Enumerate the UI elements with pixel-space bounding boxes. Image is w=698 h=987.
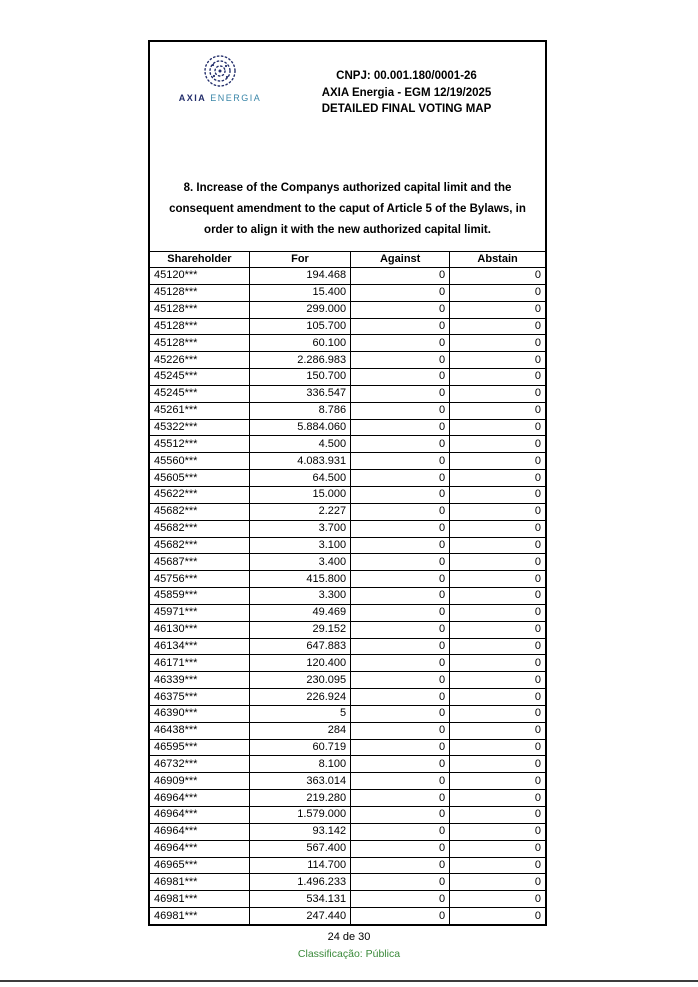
table-row [150,739,546,756]
shareholder-cell: 45226*** [150,352,250,369]
table-row [150,722,546,739]
shareholder-cell: 46964*** [150,840,250,857]
table-row [150,385,546,402]
shareholder-cell: 46595*** [150,739,250,756]
table-row [150,520,546,537]
against-cell: 0 [351,537,450,554]
for-cell: 567.400 [249,840,350,857]
for-cell: 8.786 [249,402,350,419]
shareholder-cell: 45756*** [150,571,250,588]
against-cell: 0 [351,655,450,672]
shareholder-cell: 45859*** [150,588,250,605]
for-cell: 4.083.931 [249,453,350,470]
abstain-cell: 0 [450,588,546,605]
abstain-cell: 0 [450,840,546,857]
for-cell: 247.440 [249,908,350,925]
for-cell: 5 [249,705,350,722]
abstain-cell: 0 [450,486,546,503]
for-cell: 120.400 [249,655,350,672]
against-cell: 0 [351,891,450,908]
abstain-cell: 0 [450,689,546,706]
abstain-cell: 0 [450,756,546,773]
table-row [150,857,546,874]
axia-logo-icon [199,52,241,90]
abstain-cell: 0 [450,537,546,554]
abstain-cell: 0 [450,419,546,436]
against-cell: 0 [351,874,450,891]
logo-word-energia: ENERGIA [210,93,262,103]
for-cell: 2.286.983 [249,352,350,369]
for-cell: 1.496.233 [249,874,350,891]
for-cell: 226.924 [249,689,350,706]
shareholder-cell: 46981*** [150,908,250,925]
table-row [150,773,546,790]
for-cell: 415.800 [249,571,350,588]
header-abstain: Abstain [450,252,546,268]
abstain-cell: 0 [450,301,546,318]
classification-label: Classificação: Pública [297,948,401,960]
for-cell: 29.152 [249,621,350,638]
against-cell: 0 [351,520,450,537]
table-row [150,369,546,386]
for-cell: 336.547 [249,385,350,402]
against-cell: 0 [351,756,450,773]
against-cell: 0 [351,369,450,386]
table-row [150,537,546,554]
abstain-cell: 0 [450,554,546,571]
shareholder-cell: 46438*** [150,722,250,739]
abstain-cell: 0 [450,874,546,891]
table-row [150,402,546,419]
against-cell: 0 [351,857,450,874]
for-cell: 93.142 [249,823,350,840]
shareholder-cell: 46981*** [150,874,250,891]
for-cell: 2.227 [249,503,350,520]
for-cell: 15.400 [249,284,350,301]
header-against: Against [351,252,450,268]
table-row [150,436,546,453]
table-row [150,588,546,605]
against-cell: 0 [351,689,450,706]
against-cell: 0 [351,807,450,824]
shareholder-cell: 46964*** [150,790,250,807]
against-cell: 0 [351,385,450,402]
against-cell: 0 [351,705,450,722]
against-cell: 0 [351,554,450,571]
against-cell: 0 [351,672,450,689]
against-cell: 0 [351,335,450,352]
abstain-cell: 0 [450,655,546,672]
for-cell: 284 [249,722,350,739]
table-row [150,352,546,369]
against-cell: 0 [351,604,450,621]
against-cell: 0 [351,352,450,369]
against-cell: 0 [351,486,450,503]
meeting-line: AXIA Energia - EGM 12/19/2025 [321,86,492,99]
abstain-cell: 0 [450,604,546,621]
shareholder-cell: 45682*** [150,503,250,520]
shareholder-cell: 46965*** [150,857,250,874]
shareholder-cell: 45687*** [150,554,250,571]
voting-table-wrap [149,251,546,925]
table-row [150,672,546,689]
bottom-rule [0,980,698,982]
abstain-cell: 0 [450,807,546,824]
shareholder-cell: 46130*** [150,621,250,638]
axia-logo-text [164,93,276,103]
table-row [150,705,546,722]
abstain-cell: 0 [450,369,546,386]
for-cell: 64.500 [249,470,350,487]
table-row [150,807,546,824]
abstain-cell: 0 [450,503,546,520]
for-cell: 230.095 [249,672,350,689]
table-row [150,554,546,571]
abstain-cell: 0 [450,385,546,402]
table-row [150,621,546,638]
abstain-cell: 0 [450,638,546,655]
against-cell: 0 [351,318,450,335]
shareholder-cell: 45128*** [150,318,250,335]
table-row [150,604,546,621]
shareholder-cell: 45971*** [150,604,250,621]
abstain-cell: 0 [450,790,546,807]
table-row [150,284,546,301]
shareholder-cell: 46339*** [150,672,250,689]
for-cell: 5.884.060 [249,419,350,436]
abstain-cell: 0 [450,470,546,487]
shareholder-cell: 45128*** [150,284,250,301]
table-row [150,908,546,925]
header-text-block [276,52,537,118]
table-header-row [150,252,546,268]
logo-word-axia: AXIA [178,93,207,103]
table-row [150,419,546,436]
table-row [150,638,546,655]
abstain-cell: 0 [450,908,546,925]
abstain-cell: 0 [450,352,546,369]
abstain-cell: 0 [450,722,546,739]
for-cell: 60.100 [249,335,350,352]
shareholder-cell: 45245*** [150,369,250,386]
shareholder-cell: 45120*** [150,268,250,285]
shareholder-cell: 46981*** [150,891,250,908]
abstain-cell: 0 [450,672,546,689]
against-cell: 0 [351,739,450,756]
shareholder-cell: 45128*** [150,301,250,318]
table-row [150,756,546,773]
shareholder-cell: 45128*** [150,335,250,352]
agenda-item-8 [155,178,540,241]
for-cell: 299.000 [249,301,350,318]
for-cell: 194.468 [249,268,350,285]
for-cell: 150.700 [249,369,350,386]
abstain-cell: 0 [450,268,546,285]
for-cell: 114.700 [249,857,350,874]
for-cell: 15.000 [249,486,350,503]
against-cell: 0 [351,503,450,520]
table-row [150,891,546,908]
shareholder-cell: 45605*** [150,470,250,487]
shareholder-cell: 45512*** [150,436,250,453]
against-cell: 0 [351,419,450,436]
for-cell: 3.400 [249,554,350,571]
for-cell: 49.469 [249,604,350,621]
for-cell: 534.131 [249,891,350,908]
table-row [150,571,546,588]
abstain-cell: 0 [450,621,546,638]
against-cell: 0 [351,436,450,453]
against-cell: 0 [351,571,450,588]
abstain-cell: 0 [450,402,546,419]
for-cell: 363.014 [249,773,350,790]
against-cell: 0 [351,470,450,487]
agenda-item-text: Increase of the Companys authorized capital limit and the consequent amendment to the caput of Article 5 of the Bylaws, in order to align it with the new authorized capital limit. [169,181,526,236]
table-row [150,655,546,672]
abstain-cell: 0 [450,739,546,756]
cnpj-line: CNPJ: 00.001.180/0001-26 [336,70,477,82]
table-row [150,503,546,520]
table-row [150,268,546,285]
abstain-cell: 0 [450,520,546,537]
abstain-cell: 0 [450,823,546,840]
against-cell: 0 [351,268,450,285]
abstain-cell: 0 [450,857,546,874]
against-cell: 0 [351,284,450,301]
against-cell: 0 [351,588,450,605]
shareholder-cell: 46964*** [150,823,250,840]
abstain-cell: 0 [450,318,546,335]
table-row [150,790,546,807]
shareholder-cell: 46390*** [150,705,250,722]
voting-table [149,251,546,925]
against-cell: 0 [351,722,450,739]
against-cell: 0 [351,840,450,857]
against-cell: 0 [351,621,450,638]
abstain-cell: 0 [450,705,546,722]
shareholder-cell: 45560*** [150,453,250,470]
against-cell: 0 [351,638,450,655]
table-row [150,486,546,503]
for-cell: 1.579.000 [249,807,350,824]
against-cell: 0 [351,453,450,470]
shareholder-cell: 45261*** [150,402,250,419]
table-row [150,318,546,335]
shareholder-cell: 45622*** [150,486,250,503]
table-row [150,874,546,891]
table-row [150,301,546,318]
against-cell: 0 [351,908,450,925]
abstain-cell: 0 [450,571,546,588]
for-cell: 4.500 [249,436,350,453]
against-cell: 0 [351,823,450,840]
shareholder-cell: 45682*** [150,520,250,537]
table-row [150,453,546,470]
table-body [150,268,546,925]
for-cell: 219.280 [249,790,350,807]
table-row [150,823,546,840]
shareholder-cell: 45682*** [150,537,250,554]
shareholder-cell: 46909*** [150,773,250,790]
against-cell: 0 [351,773,450,790]
table-row [150,840,546,857]
against-cell: 0 [351,790,450,807]
shareholder-cell: 46134*** [150,638,250,655]
abstain-cell: 0 [450,436,546,453]
shareholder-cell: 45322*** [150,419,250,436]
for-cell: 105.700 [249,318,350,335]
table-row [150,689,546,706]
table-row [150,335,546,352]
for-cell: 8.100 [249,756,350,773]
abstain-cell: 0 [450,284,546,301]
for-cell: 3.700 [249,520,350,537]
shareholder-cell: 46375*** [150,689,250,706]
shareholder-cell: 46732*** [150,756,250,773]
for-cell: 3.100 [249,537,350,554]
for-cell: 3.300 [249,588,350,605]
shareholder-cell: 46171*** [150,655,250,672]
header-shareholder: Shareholder [150,252,250,268]
abstain-cell: 0 [450,453,546,470]
shareholder-cell: 46964*** [150,807,250,824]
table-row [150,470,546,487]
abstain-cell: 0 [450,335,546,352]
header-for: For [249,252,350,268]
against-cell: 0 [351,301,450,318]
document-title: DETAILED FINAL VOTING MAP [321,103,492,115]
against-cell: 0 [351,402,450,419]
for-cell: 647.883 [249,638,350,655]
agenda-item-number: 8. [183,181,194,194]
page-number: 24 de 30 [327,931,371,943]
abstain-cell: 0 [450,773,546,790]
for-cell: 60.719 [249,739,350,756]
axia-logo [164,52,276,118]
shareholder-cell: 45245*** [150,385,250,402]
document-frame [148,40,547,926]
document-header [150,42,545,118]
abstain-cell: 0 [450,891,546,908]
